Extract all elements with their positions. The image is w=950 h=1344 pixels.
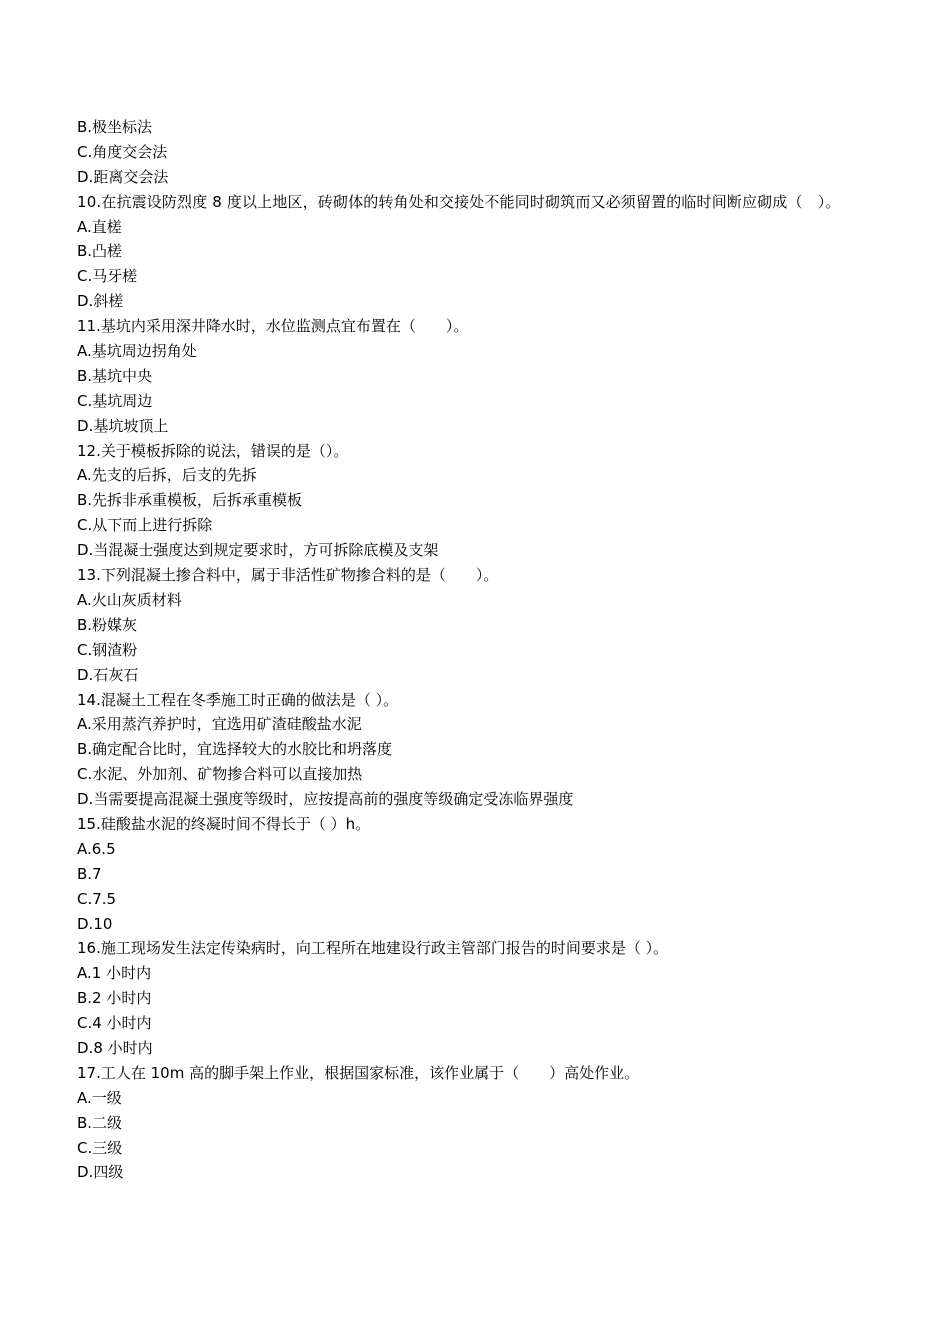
question-stem: 15.硅酸盐水泥的终凝时间不得长于（ ）h。 bbox=[77, 814, 371, 833]
prev-question-options bbox=[77, 115, 887, 190]
question-stem: 16.施工现场发生法定传染病时，向工程所在地建设行政主管部门报告的时间要求是（ ）。 bbox=[77, 939, 669, 958]
option-a: A.直槎 bbox=[77, 217, 122, 236]
option-c: C.角度交会法 bbox=[77, 142, 168, 161]
option-d: D.基坑坡顶上 bbox=[77, 416, 169, 435]
option-c: C.4 小时内 bbox=[77, 1014, 152, 1033]
question-10 bbox=[77, 190, 887, 314]
option-d: D.8 小时内 bbox=[77, 1038, 153, 1057]
question-stem: 13.下列混凝土掺合料中，属于非活性矿物掺合料的是（ ）。 bbox=[77, 566, 499, 585]
option-c: C.三级 bbox=[77, 1138, 123, 1157]
option-a: A.1 小时内 bbox=[77, 964, 152, 983]
option-a: A.火山灰质材料 bbox=[77, 590, 182, 609]
option-c: C.7.5 bbox=[77, 889, 117, 908]
option-d: D.当需要提高混凝土强度等级时，应按提高前的强度等级确定受冻临界强度 bbox=[77, 790, 574, 809]
question-stem: 12.关于模板拆除的说法，错误的是（）。 bbox=[77, 441, 349, 460]
option-a: A.一级 bbox=[77, 1088, 122, 1107]
option-b: B.二级 bbox=[77, 1113, 123, 1132]
option-c: C.水泥、外加剂、矿物掺合料可以直接加热 bbox=[77, 765, 363, 784]
question-16 bbox=[77, 936, 887, 1060]
option-b: B.粉媒灰 bbox=[77, 615, 138, 634]
option-b: B.先拆非承重模板，后拆承重模板 bbox=[77, 491, 303, 510]
question-17 bbox=[77, 1061, 887, 1185]
option-d: D.距离交会法 bbox=[77, 167, 169, 186]
option-a: A.采用蒸汽养护时，宜选用矿渣硅酸盐水泥 bbox=[77, 715, 362, 734]
option-a: A.基坑周边拐角处 bbox=[77, 342, 197, 361]
option-c: C.基坑周边 bbox=[77, 391, 153, 410]
option-b: B.基坑中央 bbox=[77, 366, 153, 385]
option-d: D.10 bbox=[77, 914, 113, 933]
option-b: B.极坐标法 bbox=[77, 118, 153, 136]
option-c: C.马牙槎 bbox=[77, 267, 138, 286]
question-stem: 17.工人在 10m 高的脚手架上作业，根据国家标准，该作业属于（ ）高处作业。 bbox=[77, 1063, 640, 1082]
option-d: D.当混凝士强度达到规定要求时，方可拆除底模及支架 bbox=[77, 541, 439, 560]
question-14 bbox=[77, 688, 887, 812]
option-b: B.7 bbox=[77, 864, 102, 883]
question-stem: 11.基坑内采用深井降水时，水位监测点宜布置在（ ）。 bbox=[77, 317, 469, 336]
option-a: A.6.5 bbox=[77, 839, 116, 858]
question-stem: 10.在抗震设防烈度 8 度以上地区，砖砌体的转角处和交接处不能同时砌筑而又必须留置的临时间断应砌成（ ）。 bbox=[77, 192, 841, 211]
option-b: B.凸槎 bbox=[77, 242, 123, 261]
question-stem: 14.混凝土工程在冬季施工时正确的做法是（ ）。 bbox=[77, 690, 399, 709]
option-d: D.斜槎 bbox=[77, 292, 124, 311]
question-11 bbox=[77, 314, 887, 438]
question-12 bbox=[77, 439, 887, 563]
option-d: D.石灰石 bbox=[77, 665, 139, 684]
document-page bbox=[77, 115, 887, 1185]
question-13 bbox=[77, 563, 887, 687]
option-c: C.从下而上进行拆除 bbox=[77, 516, 213, 535]
option-a: A.先支的后拆，后支的先拆 bbox=[77, 466, 257, 485]
question-15 bbox=[77, 812, 887, 936]
option-b: B.确定配合比时，宜选择较大的水胶比和坍落度 bbox=[77, 740, 393, 759]
option-d: D.四级 bbox=[77, 1163, 124, 1182]
option-c: C.钢渣粉 bbox=[77, 640, 138, 659]
option-b: B.2 小时内 bbox=[77, 989, 152, 1008]
